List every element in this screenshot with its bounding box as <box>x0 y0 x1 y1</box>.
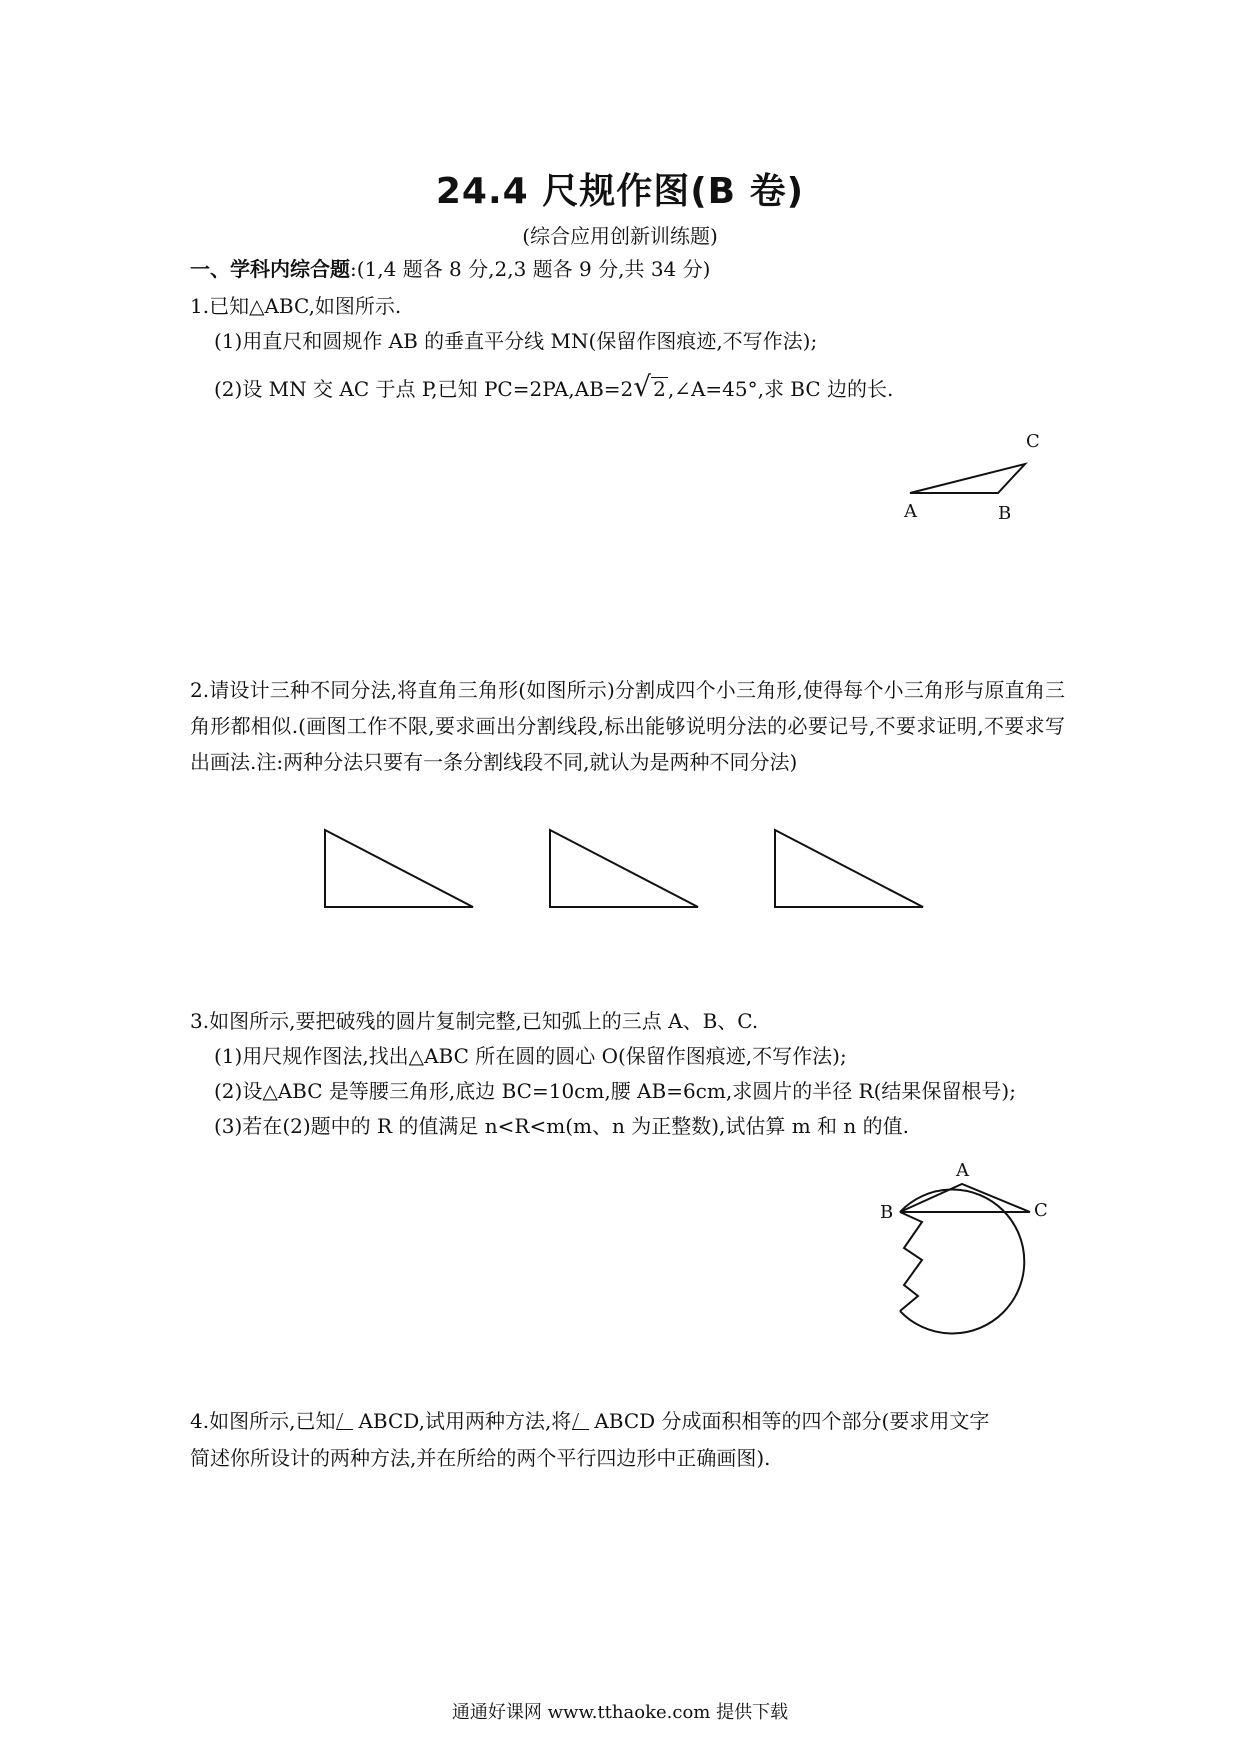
q4-line1-b: ABCD,试用两种方法,将 <box>358 1409 572 1433</box>
broken-edge <box>900 1212 922 1311</box>
q1-part2-sqrt: 2 <box>653 377 666 401</box>
label-b: B <box>998 503 1012 524</box>
label-a: A <box>904 501 917 522</box>
q1-part2 <box>214 370 893 403</box>
page-subtitle: (综合应用创新训练题) <box>522 224 718 248</box>
q1-stem: 1.已知△ABC,如图所示. <box>190 294 402 318</box>
footer-text: 通通好课网 www.tthaoke.com 提供下载 <box>451 1702 789 1723</box>
label-b: B <box>880 1202 894 1223</box>
q1-triangle-figure <box>880 420 1050 525</box>
q1-part2-pre: (2)设 MN 交 AC 于点 P,已知 PC=2PA,AB=2 <box>214 377 634 401</box>
label-c: C <box>1026 431 1040 452</box>
q2-triangles-figure <box>300 820 950 920</box>
right-triangle-3 <box>775 830 923 907</box>
q1-part1: (1)用直尺和圆规作 AB 的垂直平分线 MN(保留作图痕迹,不写作法); <box>214 329 818 353</box>
section-points: :(1,4 题各 8 分,2,3 题各 9 分,共 34 分) <box>350 257 711 281</box>
page-title: 24.4 尺规作图(B 卷) <box>435 171 805 212</box>
triangle-abc <box>910 464 1025 493</box>
parallelogram-icon <box>572 1413 595 1430</box>
section-heading <box>190 253 710 282</box>
q4-line2: 简述你所设计的两种方法,并在所给的两个平行四边形中正确画图). <box>190 1446 771 1470</box>
q1-part2-post: ,∠A=45°,求 BC 边的长. <box>667 377 894 401</box>
label-a: A <box>956 1160 969 1181</box>
q4-line1-c: ABCD 分成面积相等的四个部分(要求用文字 <box>594 1409 990 1433</box>
sqrt-sign: √ <box>633 370 652 403</box>
q3-part3: (3)若在(2)题中的 R 的值满足 n<R<m(m、n 为正整数),试估算 m 和 n 的值. <box>214 1114 910 1138</box>
q4-line1-a: 4.如图所示,已知 <box>190 1409 336 1433</box>
section-title: 一、学科内综合题 <box>190 257 350 281</box>
q3-broken-circle-figure <box>870 1150 1060 1360</box>
q3-stem: 3.如图所示,要把破残的圆片复制完整,已知弧上的三点 A、B、C. <box>190 1009 759 1033</box>
q3-part1: (1)用尺规作图法,找出△ABC 所在圆的圆心 O(保留作图痕迹,不写作法); <box>214 1044 847 1068</box>
right-triangle-1 <box>325 830 473 907</box>
q4-line1 <box>190 1405 989 1434</box>
q2-text: 2.请设计三种不同分法,将直角三角形(如图所示)分割成四个小三角形,使得每个小三角形与原直角三角形都相似.(画图工作不限,要求画出分割线段,标出能够说明分法的必要记号,不要求证明,不要求写出画法.注:两种分法只要有一条分割线段不同,就认为是两种不同分法) <box>190 678 1065 774</box>
parallelogram-icon <box>336 1413 359 1430</box>
right-triangle-2 <box>550 830 698 907</box>
q3-part2: (2)设△ABC 是等腰三角形,底边 BC=10cm,腰 AB=6cm,求圆片的半径 R(结果保留根号); <box>214 1079 1016 1103</box>
label-c: C <box>1034 1200 1048 1221</box>
